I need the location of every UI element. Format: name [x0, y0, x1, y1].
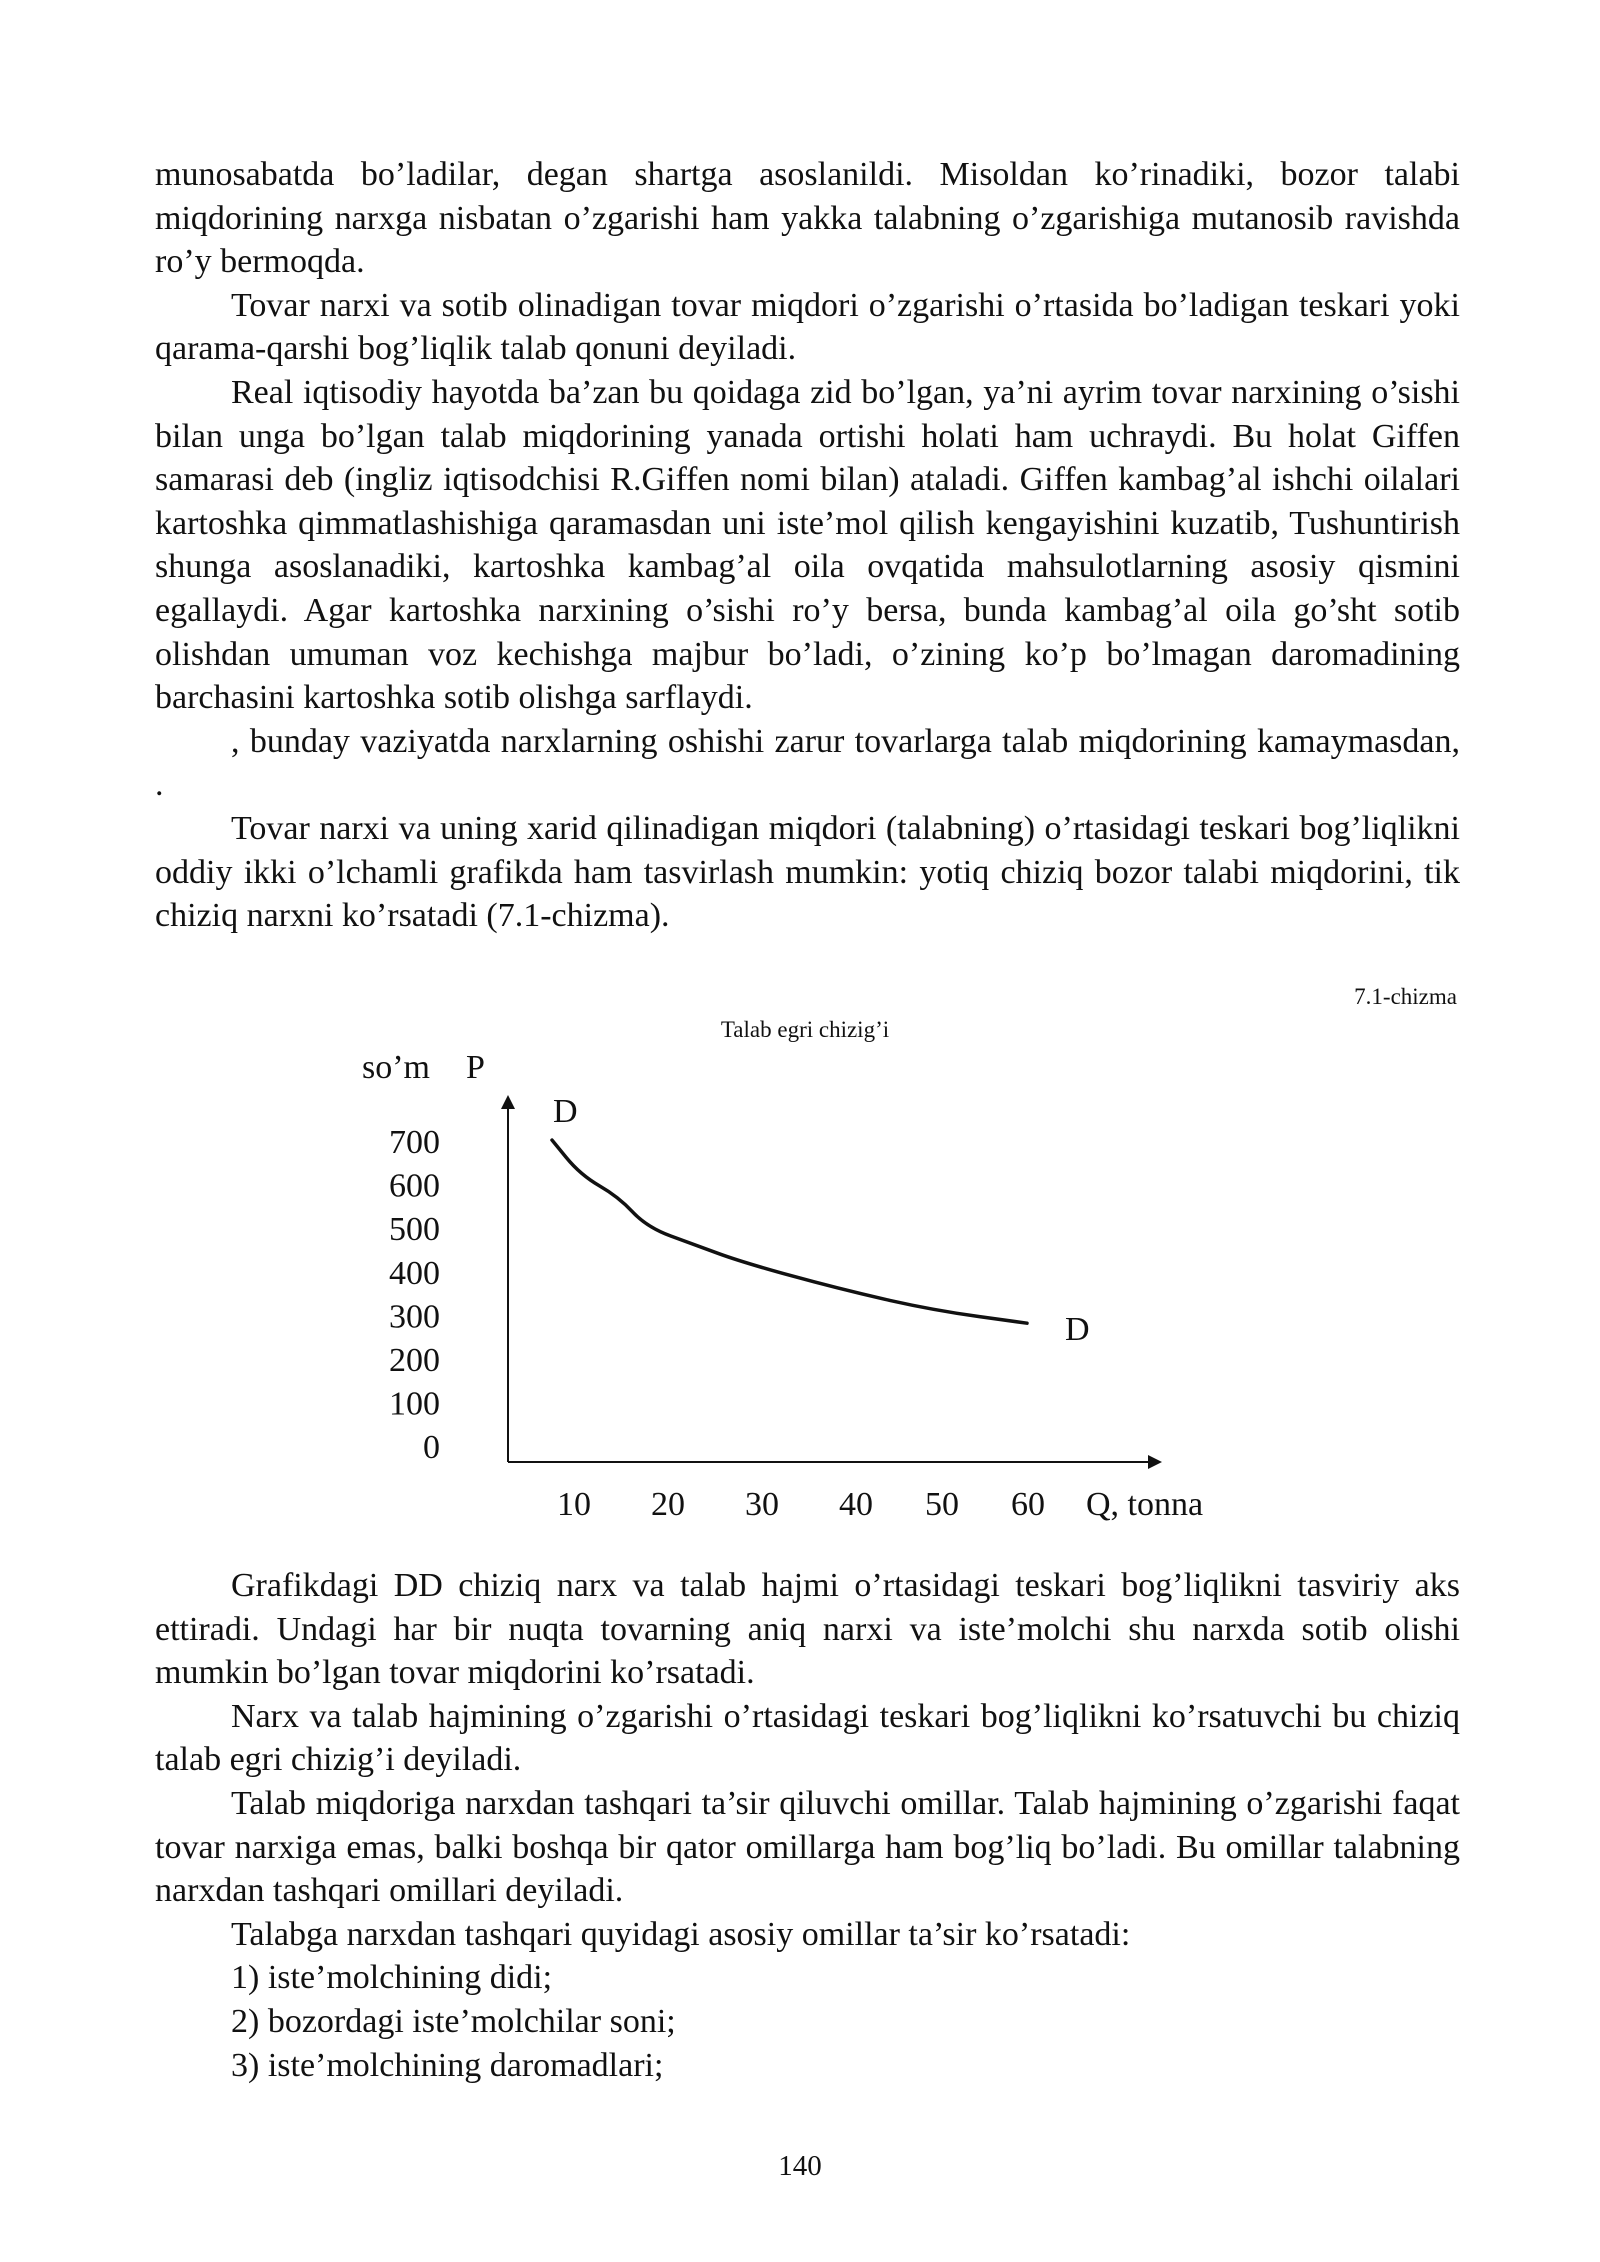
curve-label-start: D: [553, 1093, 578, 1130]
x-axis-arrow: [1148, 1455, 1162, 1469]
y-axis-label: P: [466, 1049, 485, 1086]
y-axis-unit: so’m: [362, 1049, 430, 1086]
paragraph: , bunday vaziyatda narxlarning oshishi zarur tovarlarga talab miqdorining kamaymasdan, .: [155, 722, 1460, 804]
paragraph: Talabga narxdan tashqari quyidagi asosiy omillar ta’sir ko’rsatadi:: [231, 1915, 1131, 1953]
x-tick-label: 10: [557, 1486, 591, 1523]
y-tick-label: 600: [389, 1167, 440, 1205]
y-tick-label: 300: [389, 1298, 440, 1336]
x-axis-label: Q, tonna: [1086, 1486, 1204, 1523]
y-tick-label: 500: [389, 1211, 440, 1249]
list-item: 1) iste’molchining didi;: [231, 1959, 553, 1997]
paragraph: Grafikdagi DD chiziq narx va talab hajmi o’rtasidagi teskari bog’liqlikni tasviriy aks ettiradi. Undagi har bir nuqta tovarning aniq narxi va iste’molchi shu narxda sotib olishi mumkin bo’lgan tovar miqdorini ko’rsatadi.: [155, 1567, 1460, 1692]
page-number: 140: [778, 2150, 822, 2182]
list-item: 2) bozordagi iste’molchilar soni;: [231, 2002, 676, 2040]
curve-label-end: D: [1065, 1311, 1090, 1348]
paragraph: Real iqtisodiy hayotda ba’zan bu qoidaga zid bo’lgan, ya’ni ayrim tovar narxining o’sishi bilan unga bo’lgan talab miqdorining yanada ortishi holati ham uchraydi. Bu holat Giffen samarasi deb (ingliz iqtisodchisi R.Giffen nomi bilan) ataladi. Giffen kambag’al ishchi oilalari kartoshka qimmatlashishiga qaramasdan uni iste’mol qilish kengayishini kuzatib, Tushuntirish shunga asoslanadiki, kartoshka kambag’al oila ovqatida mahsulotlarning asosiy qismini egallaydi. Agar kartoshka narxining o’sishi ro’y bersa, bunda kambag’al oila go’sht sotib olishdan umuman voz kechishga majbur bo’ladi, o’zining ko’p bo’lmagan daromadining barchasini kartoshka sotib olishga sarflaydi.: [155, 373, 1460, 717]
paragraph: Talab miqdoriga narxdan tashqari ta’sir qiluvchi omillar. Talab hajmining o’zgarishi faqat tovar narxiga emas, balki boshqa bir qator omillarga ham bog’liq bo’ladi. Bu omillar talabning narxdan tashqari omillari deyiladi.: [155, 1784, 1460, 1910]
y-axis-arrow: [501, 1095, 515, 1109]
y-tick-label: 100: [389, 1385, 440, 1423]
x-tick-label: 40: [839, 1486, 873, 1523]
body-text-bottom: [155, 1564, 1460, 2087]
y-tick-label: 200: [389, 1342, 440, 1379]
y-tick-label: 0: [423, 1429, 440, 1467]
paragraph: Tovar narxi va sotib olinadigan tovar miqdori o’zgarishi o’rtasida bo’ladigan teskari yoki qarama-qarshi bog’liqlik talab qonuni deyiladi.: [155, 286, 1460, 368]
y-tick-label: 400: [389, 1254, 440, 1292]
figure-label: 7.1-chizma: [1354, 984, 1457, 1009]
paragraph: Narx va talab hajmining o’zgarishi o’rtasidagi teskari bog’liqlikni ko’rsatuvchi bu chiziq talab egri chizig’i deyiladi.: [155, 1697, 1460, 1779]
demand-curve-line: [552, 1140, 1027, 1323]
y-tick-label: 700: [389, 1124, 440, 1161]
x-tick-label: 50: [925, 1486, 959, 1523]
x-tick-label: 60: [1011, 1486, 1045, 1523]
list-item: 3) iste’molchining daromadlari;: [231, 2046, 664, 2084]
x-tick-label: 30: [745, 1486, 779, 1523]
x-tick-label: 20: [651, 1486, 685, 1523]
paragraph: munosabatda bo’ladilar, degan shartga asoslanildi. Misoldan ko’rinadiki, bozor talabi miqdorining narxga nisbatan o’zgarishi ham yakka talabning o’zgarishiga mutanosib ravishda ro’y bermoqda.: [155, 156, 1460, 281]
paragraph: Tovar narxi va uning xarid qilinadigan miqdori (talabning) o’rtasidagi teskari bog’liqlikni oddiy ikki o’lchamli grafikda ham tasvirlash mumkin: yotiq chiziq bozor talabi miqdorini, tik chiziq narxni ko’rsatadi (7.1-chizma).: [155, 809, 1460, 935]
chart-title: Talab egri chizig’i: [720, 1017, 890, 1042]
